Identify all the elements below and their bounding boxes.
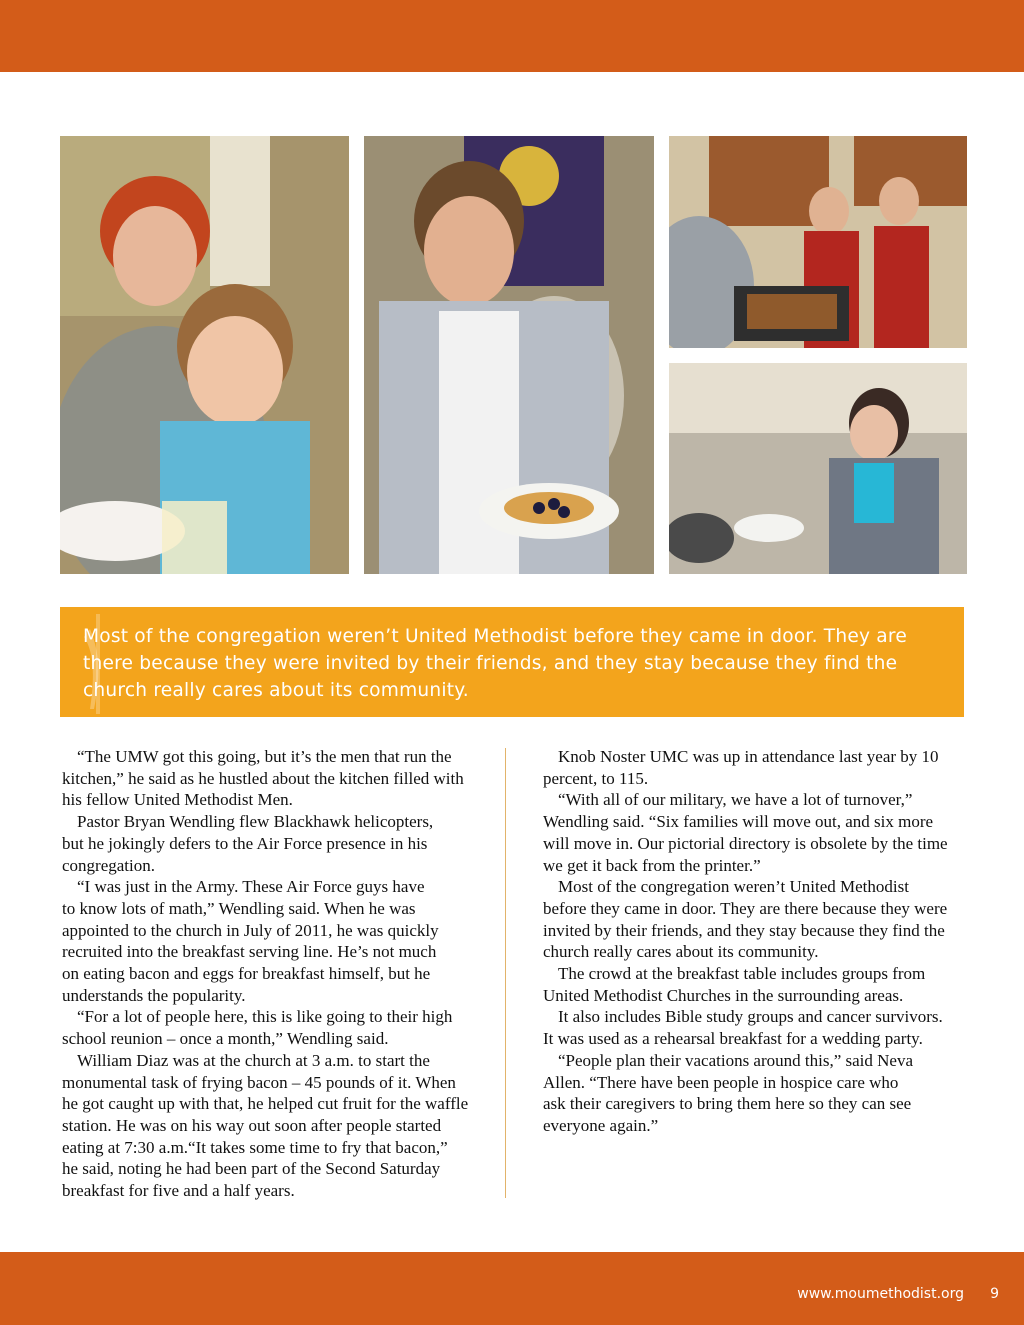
paragraph: “I was just in the Army. These Air Force guys have to know lots of math,” Wendling said. When he was appointed to the church in July of 2011, he was quickly recruited into the breakfast serving line. He’s not much on eating bacon and eggs for breakfast himself, but he understands the popularity. [62,877,439,1005]
photo-icon [60,136,349,574]
pull-quote-text: Most of the congregation weren’t United Methodist before they came in door. They are there because they were invited by their friends, and they stay because they find the church really cares about its community. [83,626,907,701]
paragraph: “With all of our military, we have a lot of turnover,” Wendling said. “Six families will move out, and six more will move in. Our pictorial directory is obsolete by the time we get it back from the printer.” [543,790,948,875]
photo-icon [669,136,967,348]
page-number: 9 [990,1286,999,1302]
paragraph: It also includes Bible study groups and cancer survivors. It was used as a rehearsal breakfast for a wedding party. [543,1007,943,1049]
photo-men-in-kitchen [669,136,967,348]
paragraph: Pastor Bryan Wendling flew Blackhawk helicopters, but he jokingly defers to the Air Force presence in his congregation. [62,812,434,875]
paragraph: “People plan their vacations around this,” said Neva Allen. “There have been people in hospice care who ask their caregivers to bring them here so they can see everyone again.” [543,1050,913,1135]
article-column-left [62,746,492,1202]
pull-quote [60,607,964,717]
column-divider [505,748,506,1198]
footer-website-link[interactable]: www.moumethodist.org [797,1286,964,1302]
paragraph: Most of the congregation weren’t United Methodist before they came in door. They are there because they were invited by their friends, and they stay because they find the church really cares about its community. [543,877,948,962]
header-bar [0,0,1024,72]
photo-icon [669,363,967,574]
paragraph: “For a lot of people here, this is like going to their high school reunion – once a month,” Wendling said. [62,1007,453,1049]
photo-woman-and-child [60,136,349,574]
paragraph: William Diaz was at the church at 3 a.m. to start the monumental task of frying bacon – 45 pounds of it. When he got caught up with that, he helped cut fruit for the waffle station. He was on his way out soon after people started eating at 7:30 a.m.“It takes some time to fry that bacon,” he said, noting he had been part of the Second Saturday breakfast for five and a half years. [62,1050,469,1201]
paragraph: Knob Noster UMC was up in attendance last year by 10 percent, to 115. [543,747,939,788]
paragraph: “The UMW got this going, but it’s the men that run the kitchen,” he said as he hustled about the kitchen filled with his fellow United Methodist Men. [62,747,464,810]
photo-woman-serving [669,363,967,574]
photo-icon [364,136,654,574]
article-column-right [543,746,973,1137]
photo-man-pouring-syrup [364,136,654,574]
footer-bar [0,1252,1024,1325]
paragraph: The crowd at the breakfast table includes groups from United Methodist Churches in the surrounding areas. [543,964,926,1005]
